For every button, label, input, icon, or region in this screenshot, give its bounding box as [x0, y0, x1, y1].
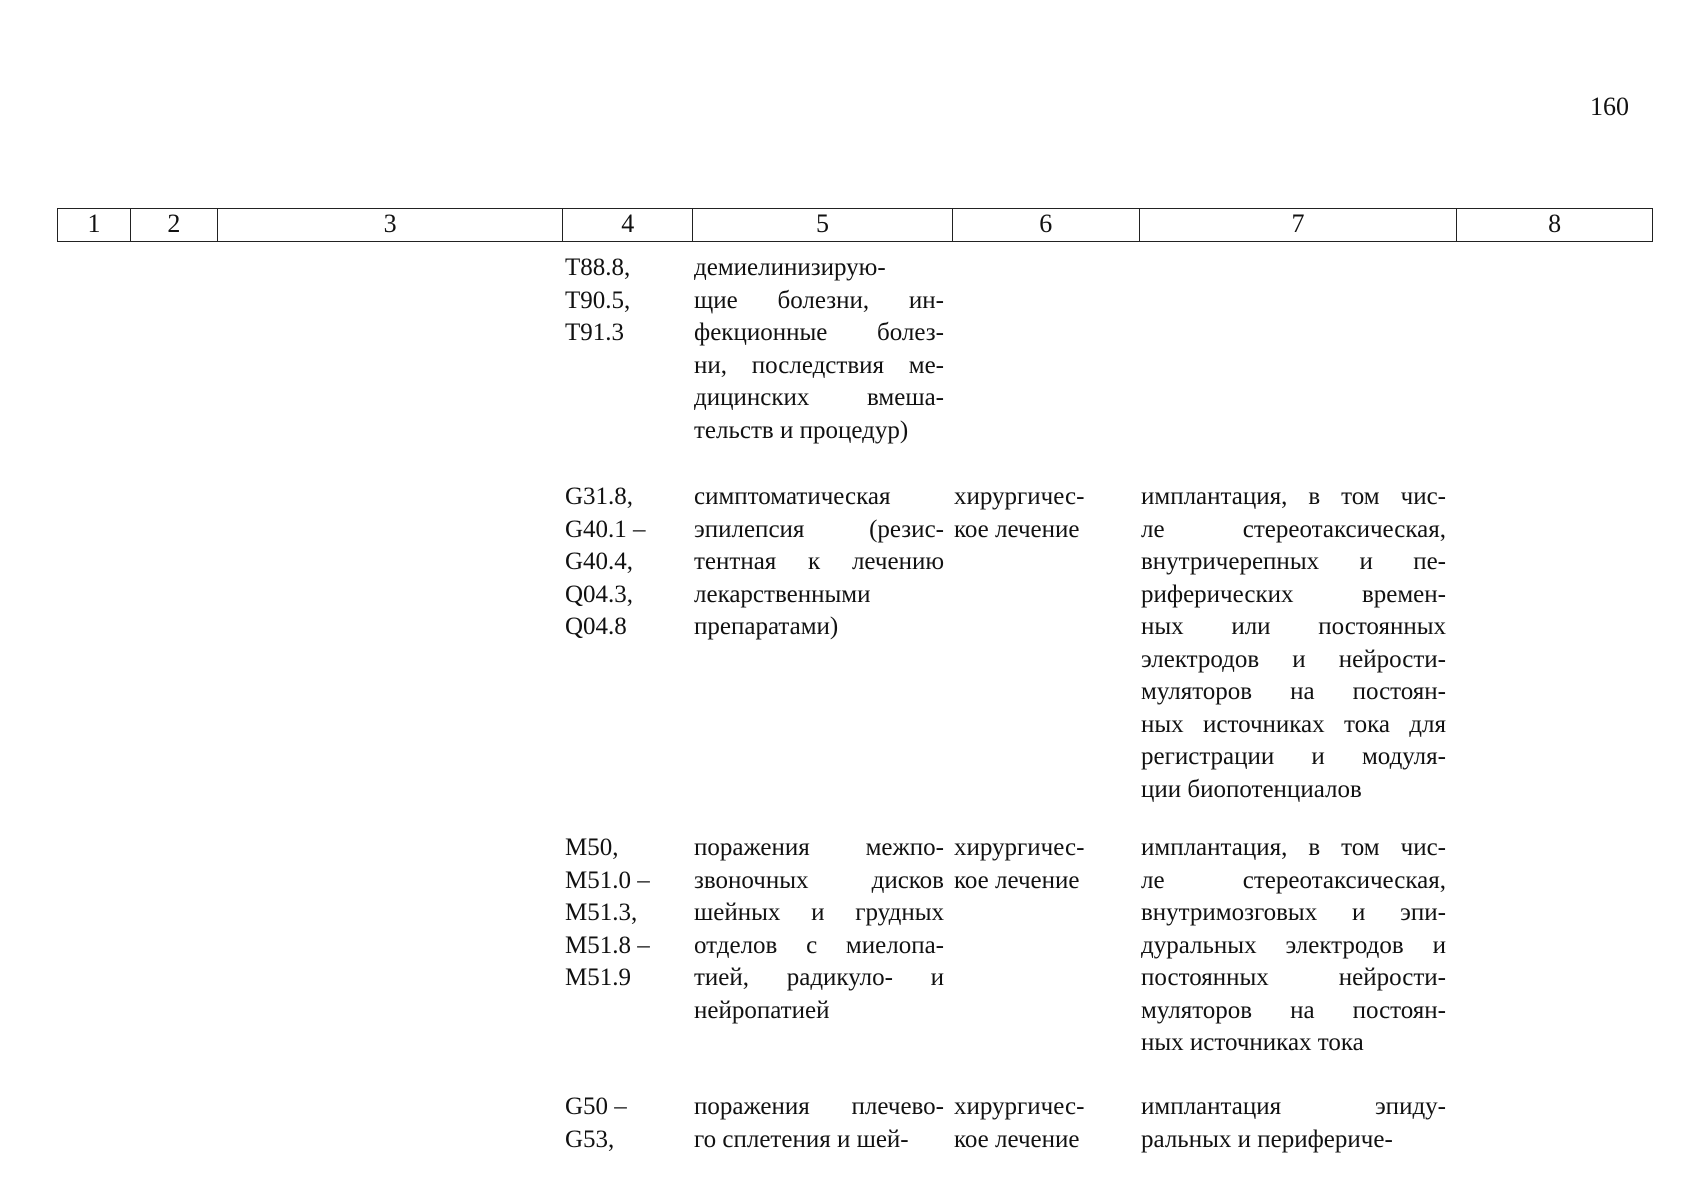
header-cell-4: 4: [563, 209, 693, 241]
diagnosis-cell: [694, 1091, 944, 1156]
method-line: внутримозговых и эпи-: [1141, 899, 1446, 926]
method-line: электродов и нейрости-: [1141, 645, 1446, 673]
method-line: ле стереотаксическая,: [1141, 866, 1446, 894]
header-cell-3: 3: [218, 209, 564, 241]
method-line: внутричерепных и пе-: [1141, 548, 1446, 575]
header-cell-2: 2: [131, 209, 218, 241]
method-line: ных источниках тока: [1141, 1029, 1364, 1056]
treatment-method-cell: [1141, 481, 1446, 806]
method-line: муляторов на постоян-: [1141, 678, 1446, 705]
treatment-line: хирургичес-: [954, 834, 1085, 861]
icd-codes-cell: [565, 1091, 680, 1156]
header-cell-1: 1: [58, 209, 131, 241]
table-header-row: [57, 208, 1653, 242]
icd-code-line: T90.5,: [565, 286, 631, 314]
method-line: риферических времен-: [1141, 580, 1446, 608]
diagnosis-cell: [694, 832, 944, 1027]
icd-code-line: M50,: [565, 834, 619, 861]
method-line: ральных и перифериче-: [1141, 1125, 1393, 1153]
treatment-line: хирургичес-: [954, 483, 1085, 510]
icd-code-line: G31.8,: [565, 483, 634, 510]
diagnosis-line: симптоматическая: [694, 483, 891, 510]
diagnosis-line: шейных и грудных: [694, 899, 944, 926]
method-line: постоянных нейрости-: [1141, 964, 1446, 991]
treatment-line: хирургичес-: [954, 1093, 1085, 1120]
diagnosis-line: эпилепсия (резис-: [694, 515, 944, 543]
treatment-method-cell: [1141, 832, 1446, 1060]
method-line: ле стереотаксическая,: [1141, 515, 1446, 543]
method-line: имплантация, в том чис-: [1141, 834, 1446, 861]
icd-code-line: M51.9: [565, 964, 631, 991]
diagnosis-line: тентная к лечению: [694, 548, 944, 575]
header-cell-6: 6: [953, 209, 1140, 241]
treatment-line: кое лечение: [954, 1125, 1080, 1153]
method-line: имплантация эпиду-: [1141, 1093, 1446, 1120]
icd-code-line: Q04.3,: [565, 580, 634, 608]
icd-code-line: G50 –: [565, 1093, 627, 1120]
method-line: ции биопотенциалов: [1141, 775, 1362, 803]
icd-code-line: T91.3: [565, 319, 625, 346]
diagnosis-cell: [694, 481, 944, 644]
diagnosis-line: поражения плечево-: [694, 1093, 944, 1120]
diagnosis-line: нейропатией: [694, 996, 830, 1024]
diagnosis-line: отделов с миелопа-: [694, 931, 944, 959]
treatment-type-cell: [954, 1091, 1104, 1156]
diagnosis-line: лекарственными: [694, 580, 871, 608]
method-line: дуральных электродов и: [1141, 931, 1446, 959]
treatment-method-cell: [1141, 1091, 1446, 1156]
method-line: ных источниках тока для: [1141, 710, 1446, 738]
icd-codes-cell: [565, 832, 680, 995]
treatment-type-cell: [954, 832, 1104, 897]
icd-code-line: M51.0 –: [565, 866, 650, 894]
diagnosis-cell: [694, 252, 944, 447]
icd-code-line: T88.8,: [565, 254, 631, 281]
icd-code-line: M51.3,: [565, 899, 638, 926]
icd-codes-cell: [565, 481, 680, 644]
diagnosis-line: препаратами): [694, 613, 839, 640]
header-cell-5: 5: [693, 209, 953, 241]
method-line: ных или постоянных: [1141, 613, 1446, 640]
treatment-line: кое лечение: [954, 866, 1080, 894]
treatment-type-cell: [954, 481, 1104, 546]
diagnosis-line: фекционные болез-: [694, 319, 944, 346]
icd-code-line: G53,: [565, 1125, 615, 1153]
icd-code-line: G40.1 –: [565, 515, 646, 543]
method-line: регистрации и модуля-: [1141, 743, 1446, 770]
method-line: имплантация, в том чис-: [1141, 483, 1446, 510]
page-number: 160: [1590, 92, 1629, 121]
icd-code-line: Q04.8: [565, 613, 627, 640]
icd-code-line: M51.8 –: [565, 931, 650, 959]
icd-codes-cell: [565, 252, 680, 350]
diagnosis-line: поражения межпо-: [694, 834, 944, 861]
diagnosis-line: дицинских вмеша-: [694, 384, 944, 411]
diagnosis-line: го сплетения и шей-: [694, 1125, 909, 1153]
diagnosis-line: демиелинизирую-: [694, 254, 886, 281]
icd-code-line: G40.4,: [565, 548, 634, 575]
diagnosis-line: ни, последствия ме-: [694, 351, 944, 379]
header-cell-8: 8: [1548, 209, 1562, 238]
method-line: муляторов на постоян-: [1141, 996, 1446, 1024]
diagnosis-line: тельств и процедур): [694, 416, 909, 444]
header-cell-7: 7: [1140, 209, 1458, 241]
diagnosis-line: звоночных дисков: [694, 866, 944, 894]
diagnosis-line: щие болезни, ин-: [694, 286, 944, 314]
treatment-line: кое лечение: [954, 515, 1080, 543]
diagnosis-line: тией, радикуло- и: [694, 964, 944, 991]
